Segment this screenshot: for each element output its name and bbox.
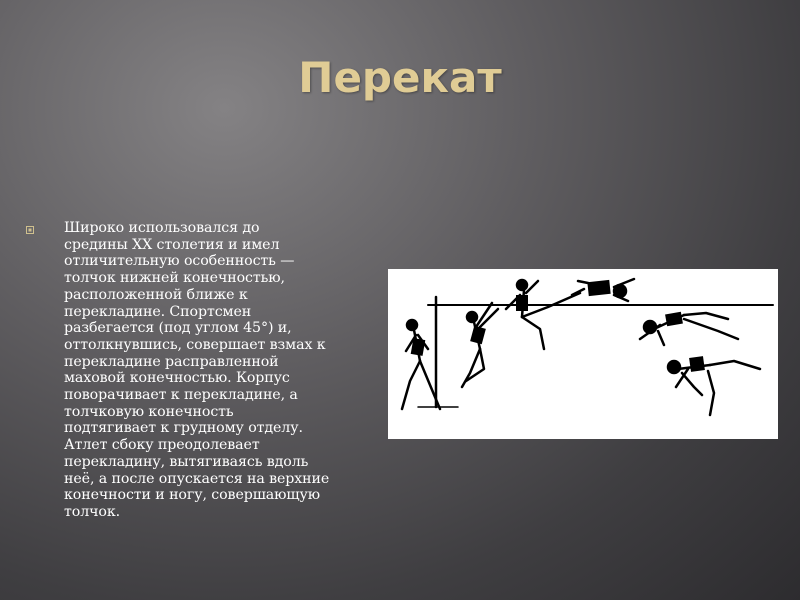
slide-title: Перекат <box>298 53 502 102</box>
athlete-figure-2 <box>462 303 498 387</box>
bullet-item <box>26 220 366 521</box>
athlete-figure-3 <box>506 280 580 349</box>
square-bullet-icon <box>26 226 34 234</box>
athlete-figure-4 <box>572 279 634 301</box>
high-jump-illustration <box>388 269 778 439</box>
bullet-text: Широко использовался до средины XX столетия и имел отличительную особенность — толчок нижней конечностью, расположенной ближе к перекладине. Спортсмен разбегается (под углом 45°) и, оттолкнувшись, совершает взмах к перекладине расправленной маховой конечностью. Корпус поворачивает к перекладине, а толчковую конечность подтягивает к грудному отделу. Атлет сбоку преодолевает перекладину, вытягиваясь вдоль неё, а после опускается на верхние конечности и ногу, совершающую толчок. <box>64 220 330 520</box>
athlete-figure-1 <box>402 320 440 409</box>
athlete-figure-6 <box>668 356 760 415</box>
athlete-figure-5 <box>640 312 738 345</box>
high-jump-sequence-illustration <box>388 269 778 439</box>
